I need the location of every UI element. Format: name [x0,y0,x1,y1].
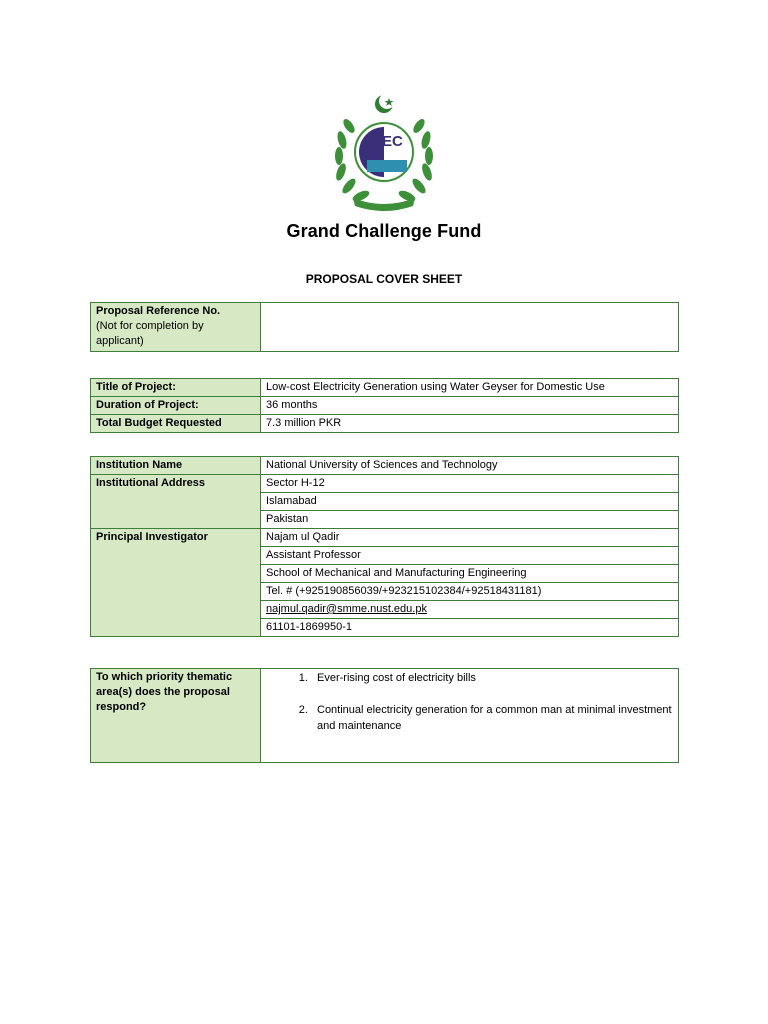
institution-name-value: National University of Sciences and Technology [261,457,679,475]
list-item: 1. Ever-rising cost of electricity bills [311,670,673,686]
institution-name-label: Institution Name [91,457,261,475]
reference-value-field[interactable] [261,303,679,352]
crescent-star-icon [375,93,395,113]
project-budget-label: Total Budget Requested [91,415,261,433]
institution-table [90,456,679,637]
reference-label: Proposal Reference No. (Not for completion by applicant) [91,303,261,352]
list-item: 2. Continual electricity generation for a common man at minimal investment and maintenance [311,702,673,734]
pi-label: Principal Investigator [91,529,261,637]
project-title-value: Low-cost Electricity Generation using Water Geyser for Domestic Use [261,379,679,397]
institution-address-line: Sector H-12 [261,475,679,493]
project-duration-value: 36 months [261,397,679,415]
institution-address-line: Pakistan [261,511,679,529]
pi-telephone: Tel. # (+925190856039/+923215102384/+92518431181) [261,583,679,601]
pi-id-number: 61101-1869950-1 [261,619,679,637]
thematic-label: To which priority thematic area(s) does the proposal respond? [91,669,261,763]
project-table [90,378,679,433]
logo-text: HEC [371,133,403,150]
institution-address-label: Institutional Address [91,475,261,529]
thematic-table [90,668,679,763]
page-title: Grand Challenge Fund [286,221,482,241]
hec-logo [329,90,439,212]
project-budget-value: 7.3 million PKR [261,415,679,433]
pi-name: Najam ul Qadir [261,529,679,547]
pi-title: Assistant Professor [261,547,679,565]
thematic-list [266,670,673,734]
project-title-label: Title of Project: [91,379,261,397]
project-duration-label: Duration of Project: [91,397,261,415]
pi-school: School of Mechanical and Manufacturing Engineering [261,565,679,583]
page-subtitle: PROPOSAL COVER SHEET [305,272,463,286]
pi-email-cell [261,601,679,619]
thematic-items-cell [261,669,679,763]
reference-table [90,302,679,352]
institution-address-line: Islamabad [261,493,679,511]
pi-email-link[interactable]: najmul.qadir@smme.nust.edu.pk [266,603,427,615]
